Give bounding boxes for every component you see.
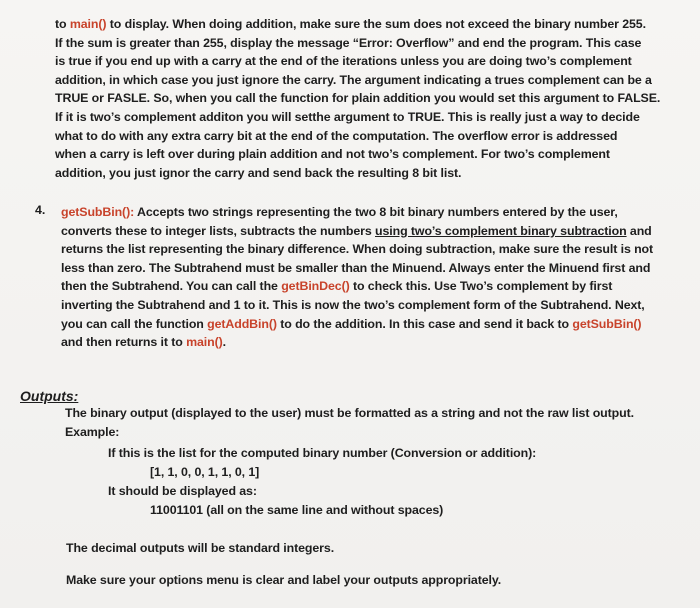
text-line: If the sum is greater than 255, display the message “Error: Overflow” and end the program. This case [55,35,642,50]
decimal-note: The decimal outputs will be standard integers. [66,541,335,555]
text-line: addition, in which case you just ignore the carry. The argument indicating a trues complement can be a [55,72,652,87]
text-line: Example: [65,424,120,439]
text: and then returns it to [61,335,187,350]
text-line [61,222,681,241]
text: to display. When doing addition, make sure the sum does not exceed the binary number 255. [106,17,646,31]
text-line: what to do with any extra carry bit at the end of the computation. The overflow error is addressed [55,128,618,143]
text-line: TRUE or FASLE. So, when you call the function for plain addition you would set this argument to FALSE. [55,91,661,106]
menu-note: Make sure your options menu is clear and label your outputs appropriately. [66,573,502,587]
text-line: The binary output (displayed to the user) must be formatted as a string and not the raw list output. [65,406,634,420]
list-item-number: 4. [35,203,46,217]
text: to check this. Use Two’s complement by first [349,279,613,294]
text-line [61,277,681,296]
underlined-phrase: using two’s complement binary subtraction [375,223,627,238]
text: converts these to integer lists, subtracts the numbers [61,223,375,238]
function-name-getsubbin: getSubBin() [572,316,642,331]
text: and [626,223,652,238]
example-list: [1, 1, 0, 0, 1, 1, 0, 1] [150,465,260,479]
getsubbin-description [61,203,681,352]
text-line: inverting the Subtrahend and 1 to it. This is now the two’s complement form of the Subtrahend. Next, [61,297,645,312]
text: . [222,335,226,350]
text-line: returns the list representing the binary difference. When doing subtraction, make sure the result is not [61,242,654,257]
text-line: is true if you end up with a carry at the end of the iterations unless you are doing two’s complement [55,54,632,69]
text-line: If it is two’s complement additon you will setthe argument to TRUE. This is really just a way to decide [55,109,640,124]
function-name-main: main() [69,17,107,31]
function-name-getaddbin: getAddBin() [207,316,277,331]
function-name-getbindec: getBinDec() [281,279,350,294]
outputs-heading: Outputs: [20,388,79,404]
text: to [55,17,70,31]
function-name-getsubbin: getSubBin(): [61,205,135,219]
text-line: less than zero. The Subtrahend must be smaller than the Minuend. Always enter the Minuend first and [61,260,651,275]
text: then the Subtrahend. You can call the [61,279,282,294]
display-intro: It should be displayed as: [108,484,257,498]
addition-description [55,15,685,182]
text-line [61,315,681,334]
text-line: when a carry is left over during plain addition and not two’s complement. For two’s complement [55,147,610,162]
text-line [55,15,685,34]
function-name-main: main() [186,335,223,350]
example-intro: If this is the list for the computed binary number (Conversion or addition): [108,446,537,460]
text-line: addition, you just ignor the carry and send back the resulting 8 bit list. [55,165,462,180]
text: you can call the function [61,316,208,331]
text: to do the addition. In this case and send it back to [276,316,573,331]
text-line [61,333,681,352]
outputs-description [65,404,665,441]
text: Accepts two strings representing the two 8 bit binary numbers entered by the user, [134,205,618,219]
display-value: 11001101 (all on the same line and without spaces) [150,503,444,517]
text-line [61,203,681,222]
